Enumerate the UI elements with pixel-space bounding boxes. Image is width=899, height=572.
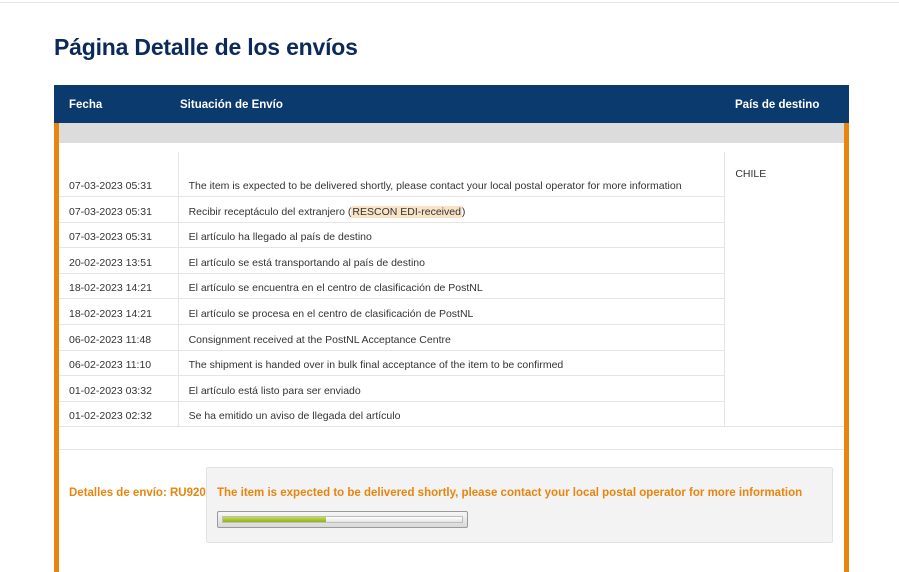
- page-title: Página Detalle de los envíos: [54, 34, 358, 60]
- row-status: El artículo se está transportando al país de destino: [178, 248, 725, 274]
- row-date: 01-02-2023 02:32: [59, 401, 178, 427]
- row-status: El artículo se encuentra en el centro de clasificación de PostNL: [178, 273, 725, 299]
- row-status: The item is expected to be delivered shortly, please contact your local postal operator for more information: [178, 152, 725, 197]
- row-status: The shipment is handed over in bulk final acceptance of the item to be confirmed: [178, 350, 725, 376]
- current-status-box: [206, 467, 833, 543]
- table-row: [59, 152, 844, 197]
- row-status: [178, 197, 725, 223]
- table-header: [54, 85, 849, 123]
- row-status: El artículo se procesa en el centro de clasificación de PostNL: [178, 299, 725, 325]
- highlighted-event-code: RESCON EDI-received: [352, 205, 461, 218]
- tracking-history-table: [59, 152, 844, 427]
- progress-track: [222, 516, 463, 523]
- current-status-text: The item is expected to be delivered shortly, please contact your local postal operator for more information: [217, 487, 803, 499]
- row-date: 07-03-2023 05:31: [59, 197, 178, 223]
- row-date: 20-02-2023 13:51: [59, 248, 178, 274]
- header-situacion: Situación de Envío: [180, 99, 283, 111]
- row-status-text: ): [461, 205, 466, 218]
- row-date: 01-02-2023 03:32: [59, 376, 178, 402]
- row-status: Consignment received at the PostNL Acceptance Centre: [178, 324, 725, 350]
- row-date: 18-02-2023 14:21: [59, 299, 178, 325]
- header-pais-destino: País de destino: [735, 99, 820, 111]
- row-status-text: Recibir receptáculo del extranjero (: [188, 205, 352, 218]
- gray-strip: [59, 123, 844, 143]
- row-date: 07-03-2023 05:31: [59, 152, 178, 197]
- row-date: 06-02-2023 11:48: [59, 324, 178, 350]
- progress-fill: [223, 517, 326, 522]
- row-date: 06-02-2023 11:10: [59, 350, 178, 376]
- row-status: El artículo ha llegado al país de destino: [178, 222, 725, 248]
- header-fecha: Fecha: [69, 99, 103, 111]
- row-date: 07-03-2023 05:31: [59, 222, 178, 248]
- row-status: Se ha emitido un aviso de llegada del artículo: [178, 401, 725, 427]
- shipment-panel: [54, 123, 849, 572]
- section-divider: [59, 449, 844, 450]
- delivery-progress-bar: [217, 511, 468, 528]
- top-divider: [0, 2, 899, 3]
- destination-country: CHILE: [725, 152, 844, 427]
- row-date: 18-02-2023 14:21: [59, 273, 178, 299]
- row-status: El artículo está listo para ser enviado: [178, 376, 725, 402]
- shipment-details-label: Detalles de envío: RU920: [69, 487, 206, 499]
